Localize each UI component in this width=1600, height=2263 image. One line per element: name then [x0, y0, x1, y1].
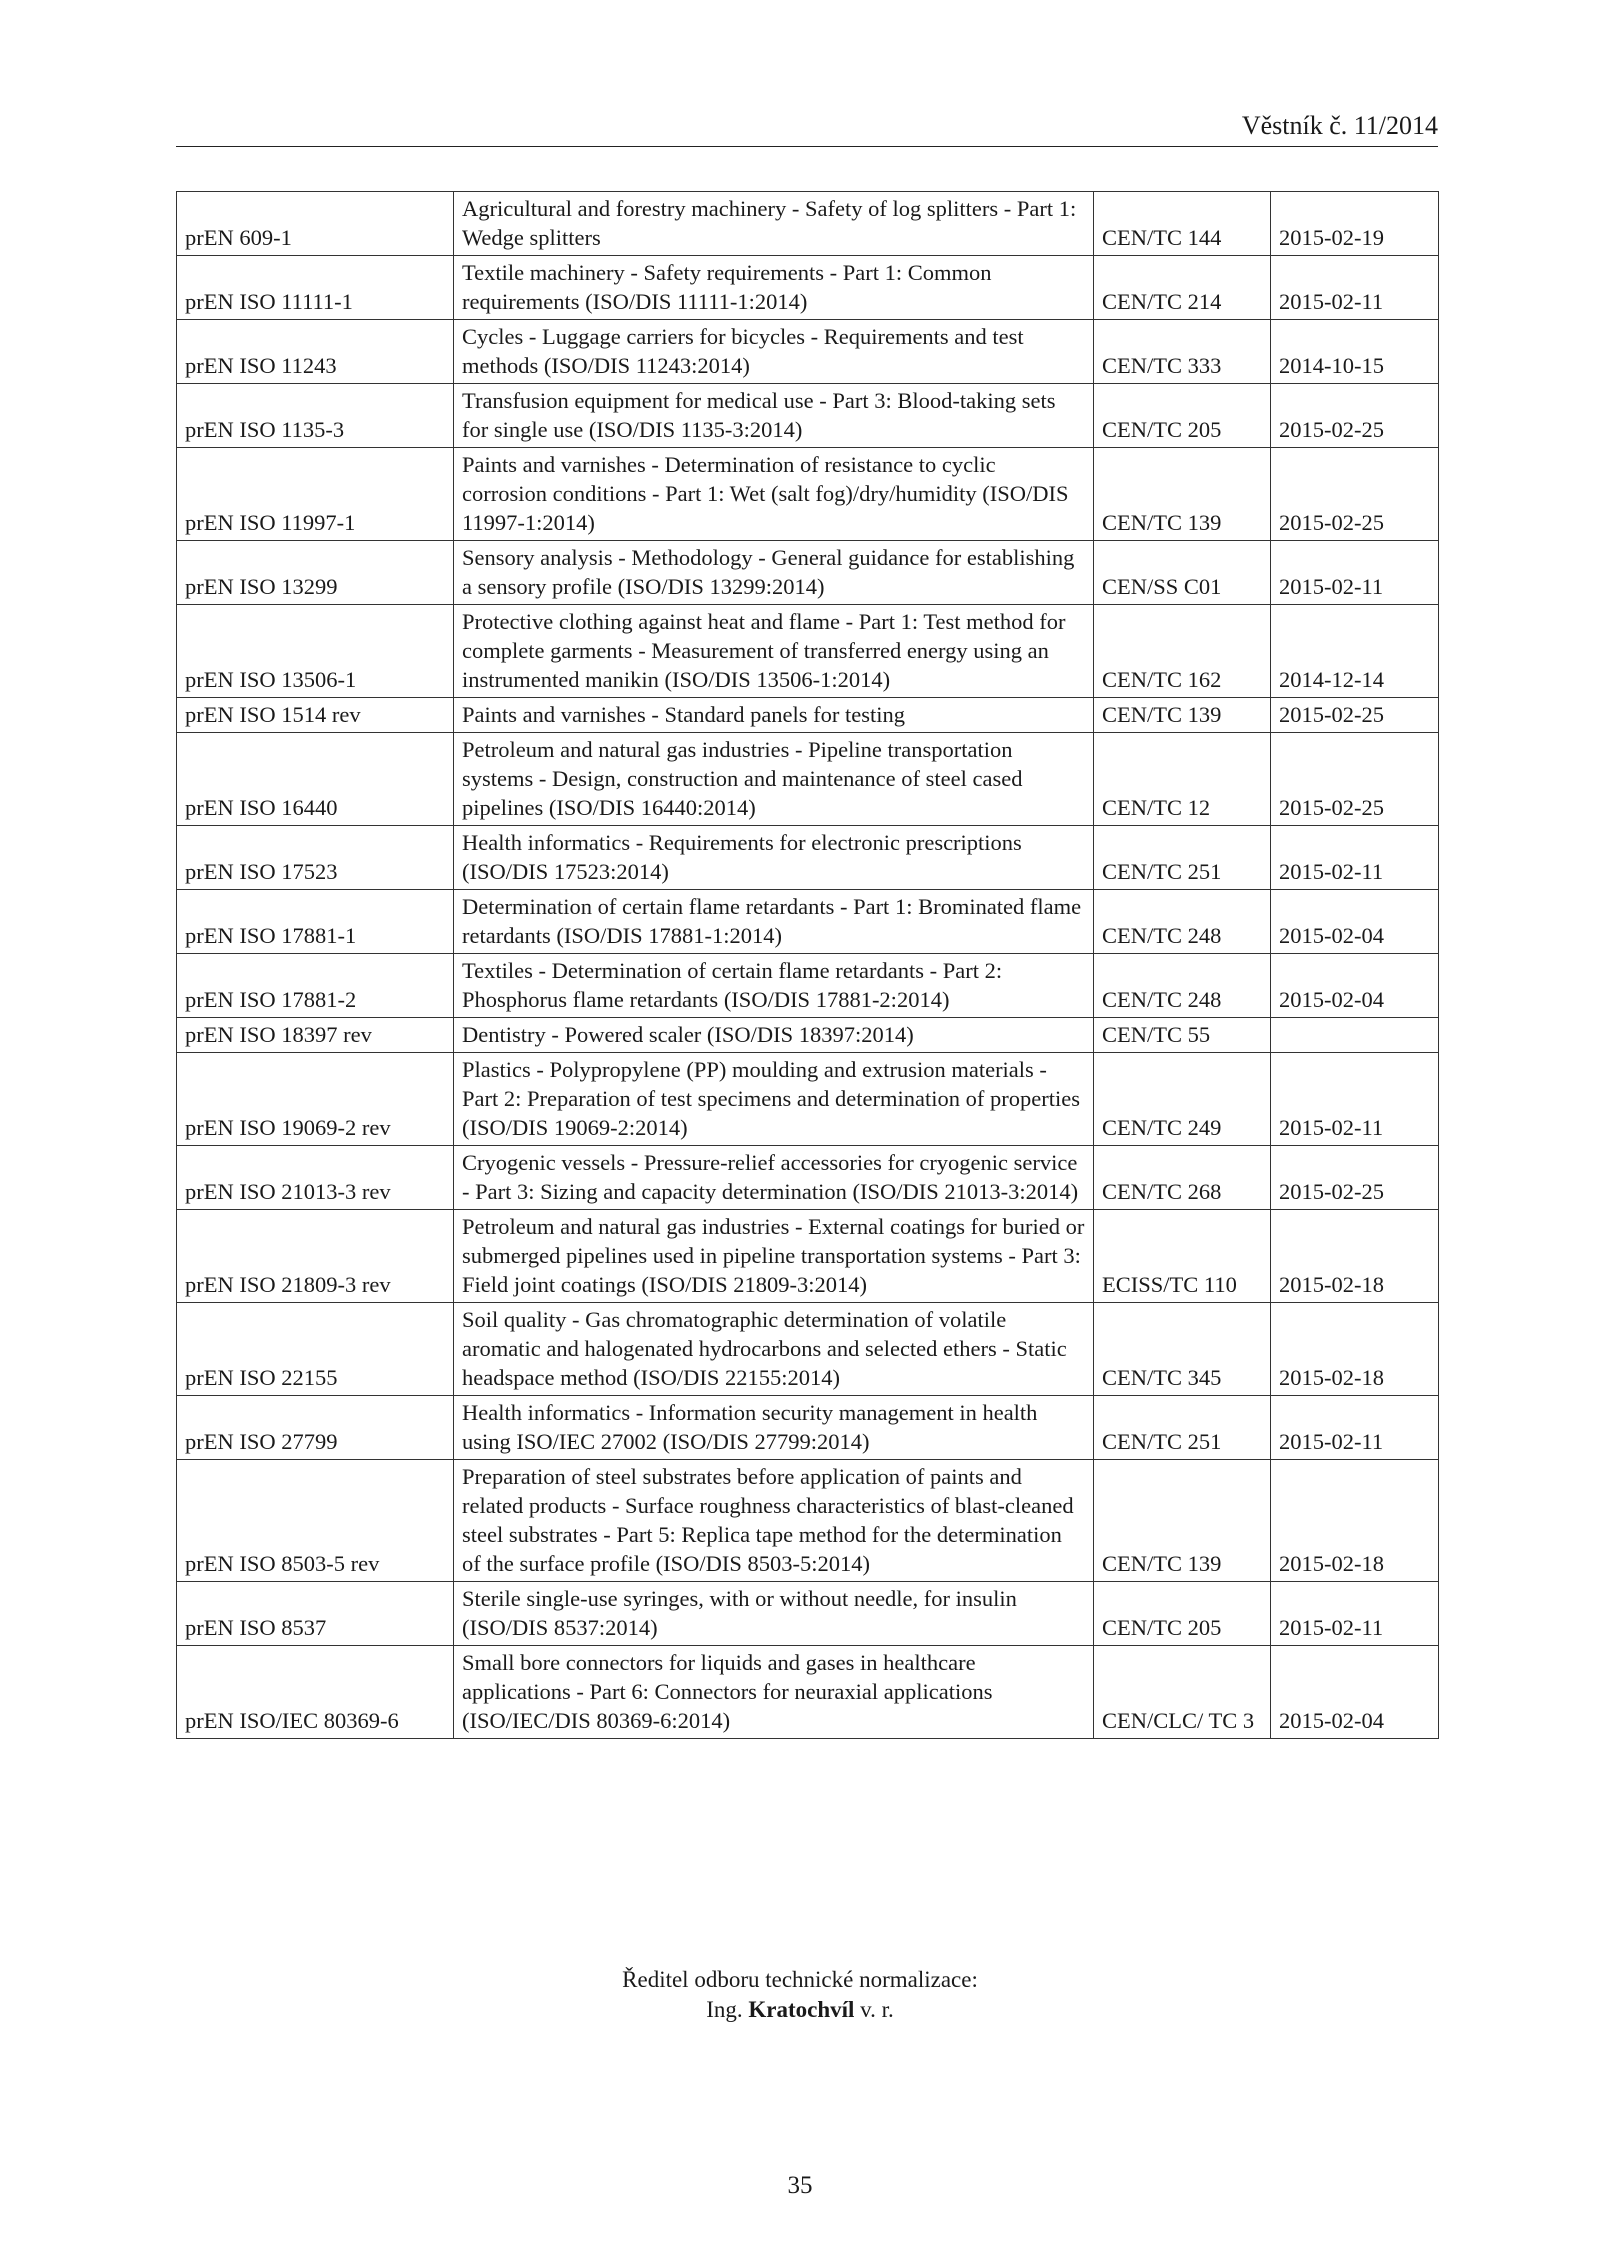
- table-row: [177, 541, 1439, 605]
- standard-title-cell: Agricultural and forestry machinery - Safety of log splitters - Part 1: Wedge splitters: [454, 192, 1094, 256]
- standards-table-body: [177, 192, 1439, 1739]
- standard-title-cell: Cryogenic vessels - Pressure-relief accessories for cryogenic service - Part 3: Sizing and capacity determination (ISO/DIS 21013-3:2014): [454, 1146, 1094, 1210]
- standard-title-cell: Determination of certain flame retardants - Part 1: Brominated flame retardants (ISO/DIS 17881-1:2014): [454, 890, 1094, 954]
- table-row: [177, 1582, 1439, 1646]
- signature-prefix: Ing.: [706, 1997, 743, 2022]
- standard-title-cell: Small bore connectors for liquids and gases in healthcare applications - Part 6: Connectors for neuraxial applications (ISO/IEC/DIS 80369-6:2014): [454, 1646, 1094, 1739]
- standard-title-cell: Transfusion equipment for medical use - Part 3: Blood-taking sets for single use (ISO/DIS 1135-3:2014): [454, 384, 1094, 448]
- signature-name-line: [0, 1995, 1600, 2025]
- deadline-cell: 2015-02-18: [1271, 1303, 1439, 1396]
- deadline-cell: 2015-02-25: [1271, 698, 1439, 733]
- standard-title-cell: Protective clothing against heat and flame - Part 1: Test method for complete garments - Measurement of transferred energy using an instrumented manikin (ISO/DIS 13506-1:2014): [454, 605, 1094, 698]
- deadline-cell: 2015-02-18: [1271, 1210, 1439, 1303]
- signature-role: Ředitel odboru technické normalizace:: [622, 1967, 978, 1992]
- committee-cell: CEN/TC 251: [1094, 1396, 1271, 1460]
- standard-code-cell: prEN ISO 27799: [177, 1396, 454, 1460]
- committee-cell: CEN/TC 144: [1094, 192, 1271, 256]
- deadline-cell: 2014-10-15: [1271, 320, 1439, 384]
- committee-cell: CEN/SS C01: [1094, 541, 1271, 605]
- standard-code-cell: prEN ISO 1135-3: [177, 384, 454, 448]
- deadline-cell: 2015-02-25: [1271, 733, 1439, 826]
- table-row: [177, 448, 1439, 541]
- standard-title-cell: Petroleum and natural gas industries - Pipeline transportation systems - Design, construction and maintenance of steel cased pipelines (ISO/DIS 16440:2014): [454, 733, 1094, 826]
- table-row: [177, 384, 1439, 448]
- table-row: [177, 954, 1439, 1018]
- standard-code-cell: prEN ISO/IEC 80369-6: [177, 1646, 454, 1739]
- standard-code-cell: prEN ISO 16440: [177, 733, 454, 826]
- committee-cell: CEN/TC 268: [1094, 1146, 1271, 1210]
- table-row: [177, 1646, 1439, 1739]
- standard-title-cell: Preparation of steel substrates before application of paints and related products - Surface roughness characteristics of blast-cleaned steel substrates - Part 5: Replica tape method for the determination of the surface profile (ISO/DIS 8503-5:2014): [454, 1460, 1094, 1582]
- standard-code-cell: prEN ISO 13299: [177, 541, 454, 605]
- committee-cell: CEN/TC 162: [1094, 605, 1271, 698]
- standard-title-cell: Dentistry - Powered scaler (ISO/DIS 18397:2014): [454, 1018, 1094, 1053]
- committee-cell: CEN/TC 248: [1094, 954, 1271, 1018]
- deadline-cell: 2015-02-25: [1271, 448, 1439, 541]
- committee-cell: CEN/TC 205: [1094, 384, 1271, 448]
- deadline-cell: 2015-02-11: [1271, 1053, 1439, 1146]
- standard-code-cell: prEN ISO 22155: [177, 1303, 454, 1396]
- table-row: [177, 1053, 1439, 1146]
- standard-code-cell: prEN ISO 17523: [177, 826, 454, 890]
- table-row: [177, 826, 1439, 890]
- committee-cell: CEN/TC 12: [1094, 733, 1271, 826]
- deadline-cell: 2015-02-25: [1271, 1146, 1439, 1210]
- deadline-cell: 2015-02-11: [1271, 541, 1439, 605]
- signature-block: [0, 1965, 1600, 2025]
- standards-table: [176, 191, 1439, 1739]
- standard-code-cell: prEN ISO 11997-1: [177, 448, 454, 541]
- standard-title-cell: Textiles - Determination of certain flame retardants - Part 2: Phosphorus flame retardants (ISO/DIS 17881-2:2014): [454, 954, 1094, 1018]
- running-header: Věstník č. 11/2014: [176, 110, 1438, 147]
- committee-cell: CEN/TC 251: [1094, 826, 1271, 890]
- standard-code-cell: prEN ISO 19069-2 rev: [177, 1053, 454, 1146]
- page-number: 35: [787, 2172, 813, 2199]
- standard-code-cell: prEN ISO 11243: [177, 320, 454, 384]
- committee-cell: CEN/TC 139: [1094, 448, 1271, 541]
- standard-code-cell: prEN 609-1: [177, 192, 454, 256]
- standard-code-cell: prEN ISO 13506-1: [177, 605, 454, 698]
- table-row: [177, 1146, 1439, 1210]
- committee-cell: CEN/TC 55: [1094, 1018, 1271, 1053]
- committee-cell: CEN/TC 249: [1094, 1053, 1271, 1146]
- signature-name: Kratochvíl: [748, 1997, 855, 2022]
- deadline-cell: 2015-02-04: [1271, 954, 1439, 1018]
- deadline-cell: 2015-02-11: [1271, 826, 1439, 890]
- standard-title-cell: Textile machinery - Safety requirements - Part 1: Common requirements (ISO/DIS 11111-1:2014): [454, 256, 1094, 320]
- standard-code-cell: prEN ISO 11111-1: [177, 256, 454, 320]
- table-row: [177, 1396, 1439, 1460]
- standard-title-cell: Plastics - Polypropylene (PP) moulding and extrusion materials - Part 2: Preparation of test specimens and determination of properties (ISO/DIS 19069-2:2014): [454, 1053, 1094, 1146]
- table-row: [177, 1303, 1439, 1396]
- committee-cell: CEN/TC 139: [1094, 1460, 1271, 1582]
- standard-code-cell: prEN ISO 21013-3 rev: [177, 1146, 454, 1210]
- table-row: [177, 890, 1439, 954]
- table-row: [177, 1210, 1439, 1303]
- standard-title-cell: Petroleum and natural gas industries - External coatings for buried or submerged pipelines used in pipeline transportation systems - Part 3: Field joint coatings (ISO/DIS 21809-3:2014): [454, 1210, 1094, 1303]
- committee-cell: CEN/TC 248: [1094, 890, 1271, 954]
- standard-title-cell: Health informatics - Information security management in health using ISO/IEC 27002 (ISO/DIS 27799:2014): [454, 1396, 1094, 1460]
- committee-cell: CEN/TC 214: [1094, 256, 1271, 320]
- committee-cell: CEN/TC 345: [1094, 1303, 1271, 1396]
- standard-title-cell: Cycles - Luggage carriers for bicycles - Requirements and test methods (ISO/DIS 11243:2014): [454, 320, 1094, 384]
- deadline-cell: 2015-02-04: [1271, 890, 1439, 954]
- signature-suffix: v. r.: [860, 1997, 894, 2022]
- standard-code-cell: prEN ISO 17881-1: [177, 890, 454, 954]
- table-row: [177, 733, 1439, 826]
- standard-title-cell: Paints and varnishes - Determination of resistance to cyclic corrosion conditions - Part 1: Wet (salt fog)/dry/humidity (ISO/DIS 11997-1:2014): [454, 448, 1094, 541]
- standard-code-cell: prEN ISO 8503-5 rev: [177, 1460, 454, 1582]
- deadline-cell: 2015-02-11: [1271, 256, 1439, 320]
- table-row: [177, 320, 1439, 384]
- standard-code-cell: prEN ISO 21809-3 rev: [177, 1210, 454, 1303]
- table-row: [177, 256, 1439, 320]
- committee-cell: CEN/TC 333: [1094, 320, 1271, 384]
- deadline-cell: 2015-02-11: [1271, 1396, 1439, 1460]
- table-row: [177, 192, 1439, 256]
- committee-cell: CEN/TC 139: [1094, 698, 1271, 733]
- standard-title-cell: Health informatics - Requirements for electronic prescriptions (ISO/DIS 17523:2014): [454, 826, 1094, 890]
- deadline-cell: 2015-02-11: [1271, 1582, 1439, 1646]
- standard-code-cell: prEN ISO 18397 rev: [177, 1018, 454, 1053]
- standard-title-cell: Sensory analysis - Methodology - General guidance for establishing a sensory profile (ISO/DIS 13299:2014): [454, 541, 1094, 605]
- deadline-cell: 2015-02-18: [1271, 1460, 1439, 1582]
- deadline-cell: 2015-02-04: [1271, 1646, 1439, 1739]
- deadline-cell: 2015-02-19: [1271, 192, 1439, 256]
- table-row: [177, 698, 1439, 733]
- standard-code-cell: prEN ISO 1514 rev: [177, 698, 454, 733]
- standard-title-cell: Soil quality - Gas chromatographic determination of volatile aromatic and halogenated hydrocarbons and selected ethers - Static headspace method (ISO/DIS 22155:2014): [454, 1303, 1094, 1396]
- table-row: [177, 1018, 1439, 1053]
- deadline-cell: 2014-12-14: [1271, 605, 1439, 698]
- deadline-cell: 2015-02-25: [1271, 384, 1439, 448]
- committee-cell: CEN/CLC/ TC 3: [1094, 1646, 1271, 1739]
- table-row: [177, 605, 1439, 698]
- table-row: [177, 1460, 1439, 1582]
- committee-cell: CEN/TC 205: [1094, 1582, 1271, 1646]
- deadline-cell: [1271, 1018, 1439, 1053]
- standard-code-cell: prEN ISO 8537: [177, 1582, 454, 1646]
- committee-cell: ECISS/TC 110: [1094, 1210, 1271, 1303]
- standard-title-cell: Paints and varnishes - Standard panels for testing: [454, 698, 1094, 733]
- standard-title-cell: Sterile single-use syringes, with or without needle, for insulin (ISO/DIS 8537:2014): [454, 1582, 1094, 1646]
- standard-code-cell: prEN ISO 17881-2: [177, 954, 454, 1018]
